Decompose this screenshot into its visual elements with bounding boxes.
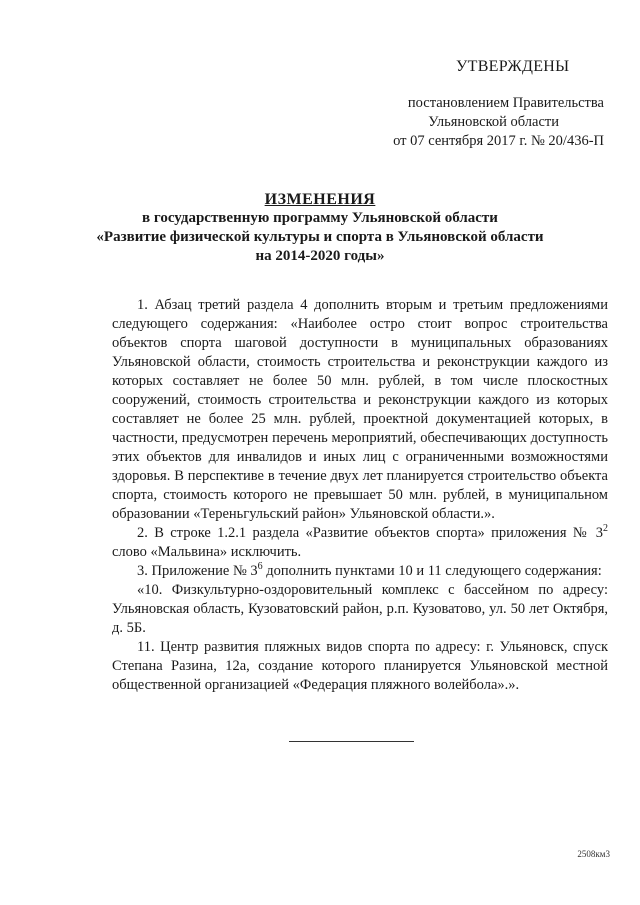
heading-line-2: в государственную программу Ульяновской области [142,210,498,226]
document-body [112,296,608,695]
paragraph-1: 1. Абзац третий раздела 4 дополнить вторым и третьим предложениями следующего содержания: «Наиболее остро стоит вопрос строительства объектов спорта шаговой доступности в муниципальных образованиях Ульяновской области, стоимость строительства и реконструкции каждого из которых составляет не более 50 млн. рублей, в том числе плоскостных сооружений, стоимость строительства и реконструкции каждого из которых составляет не более 25 млн. рублей, проектной документацией которых, в частности, предусмотрен перечень мероприятий, обеспечивающих доступность этих объектов для инвалидов и иных лиц с ограниченными возможностями здоровья. В перспективе в течение двух лет планируется строительство объекта спорта, стоимость которого не превышает 50 млн. рублей, в муниципальном образовании «Тереньгульский район» Ульяновской области.». [112,297,608,522]
footer-code: 2508км3 [577,849,610,859]
paragraph-3-superscript: 6 [257,561,263,573]
approval-line-1: постановлением Правительства [407,95,604,111]
approval-line-3: от 07 сентября 2017 г. № 20/436-П [393,133,604,149]
paragraph-2 [112,524,608,562]
document-title: ИЗМЕНЕНИЯ [264,191,376,208]
paragraph-2-part-1: 2. В строке 1.2.1 раздела «Развитие объектов спорта» приложения № 3 [137,525,603,541]
approval-line-2: Ульяновской области [428,114,559,130]
end-divider-line [289,741,414,742]
paragraph-5: 11. Центр развития пляжных видов спорта по адресу: г. Ульяновск, спуск Степана Разина, 12а, создание которого планируется Ульяновской местной общественной организацией «Федерация пляжного волейбола».». [112,639,608,693]
approval-block [393,94,604,151]
paragraph-3 [112,562,608,581]
paragraph-3-part-1: 3. Приложение № 3 [137,563,258,579]
heading-line-4: на 2014-2020 годы» [255,248,385,264]
paragraph-3-part-2: дополнить пунктами 10 и 11 следующего содержания: [262,563,602,579]
paragraph-4: «10. Физкультурно-оздоровительный комплекс с бассейном по адресу: Ульяновская область, Кузоватовский район, р.п. Кузоватово, ул. 50 лет Октября, д. 5Б. [112,582,608,636]
approval-stamp: УТВЕРЖДЕНЫ [456,58,570,75]
document-heading [0,190,640,266]
heading-line-3: «Развитие физической культуры и спорта в Ульяновской области [96,229,544,245]
paragraph-2-part-2: слово «Мальвина» исключить. [112,544,302,560]
paragraph-2-superscript: 2 [603,523,608,535]
